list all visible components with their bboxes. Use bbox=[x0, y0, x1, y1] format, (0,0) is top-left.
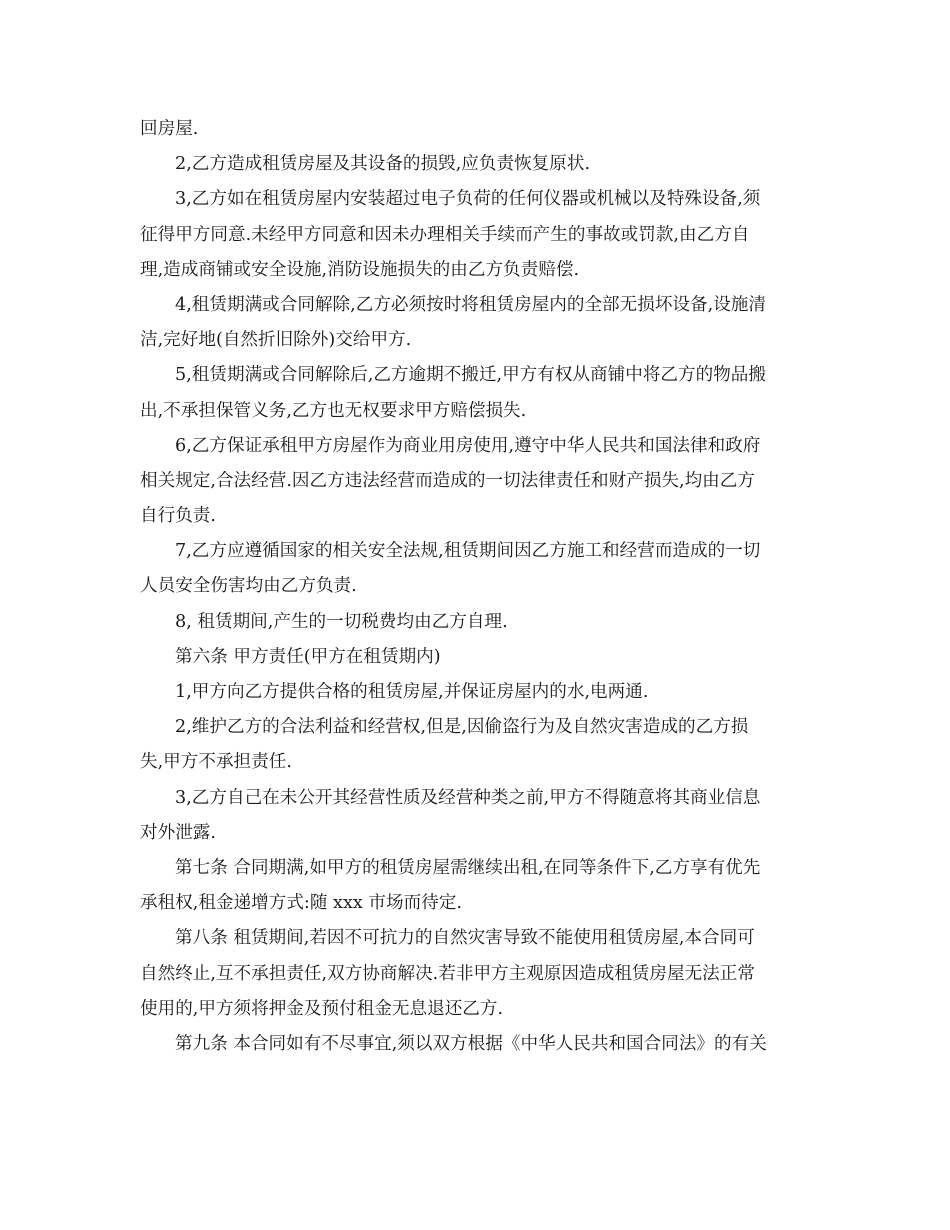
paragraph-a6-1 bbox=[140, 675, 805, 710]
paragraph-a6-3 bbox=[140, 781, 805, 851]
text-line: 1,甲方向乙方提供合格的租赁房屋,并保证房屋内的水,电两通. bbox=[175, 682, 649, 702]
text-line: 6,乙方保证承租甲方房屋作为商业用房使用,遵守中华人民共和国法律和政府 bbox=[175, 435, 761, 456]
text-line: 4,租赁期满或合同解除,乙方必须按时将租赁房屋内的全部无损坏设备,设施清 bbox=[175, 294, 766, 315]
text-line: 相关规定,合法经营.因乙方违法经营而造成的一切法律责任和财产损失,均由乙方 bbox=[140, 470, 755, 491]
paragraph-article-9 bbox=[140, 1027, 805, 1062]
text-line: 失,甲方不承担责任. bbox=[140, 752, 292, 773]
paragraph-p-continuation bbox=[140, 112, 805, 147]
text-line: 第八条 租赁期间,若因不可抗力的自然灾害导致不能使用租赁房屋,本合同可 bbox=[175, 928, 755, 949]
paragraph-p-4 bbox=[140, 288, 805, 358]
text-line: 2,乙方造成租赁房屋及其设备的损毁,应负责恢复原状. bbox=[175, 154, 591, 175]
text-line: 使用的,甲方须将押金及预付租金无息退还乙方. bbox=[140, 998, 504, 1019]
text-line: 承租权,租金递增方式:随 xxx 市场而待定. bbox=[140, 893, 462, 914]
text-line: 对外泄露. bbox=[140, 822, 216, 843]
text-line: 7,乙方应遵循国家的相关安全法规,租赁期间因乙方施工和经营而造成的一切 bbox=[175, 541, 761, 562]
paragraph-article-7 bbox=[140, 851, 805, 921]
text-line: 自行负责. bbox=[140, 506, 216, 527]
text-line: 3,乙方自己在未公开其经营性质及经营种类之前,甲方不得随意将其商业信息 bbox=[175, 787, 761, 808]
document-body bbox=[140, 112, 805, 1062]
text-line: 8, 租赁期间,产生的一切税费均由乙方自理. bbox=[175, 611, 508, 632]
paragraph-p-8 bbox=[140, 605, 805, 640]
text-line: 理,造成商铺或安全设施,消防设施损失的由乙方负责赔偿. bbox=[140, 259, 580, 280]
text-line: 第六条 甲方责任(甲方在租赁期内) bbox=[175, 646, 441, 667]
text-line: 5,租赁期满或合同解除后,乙方逾期不搬迁,甲方有权从商铺中将乙方的物品搬 bbox=[175, 365, 766, 386]
text-line: 回房屋. bbox=[140, 119, 199, 139]
paragraph-article-8 bbox=[140, 921, 805, 1027]
text-line: 自然终止,互不承担责任,双方协商解决.若非甲方主观原因造成租赁房屋无法正常 bbox=[140, 963, 755, 984]
text-line: 人员安全伤害均由乙方负责. bbox=[140, 576, 357, 597]
paragraph-a6-2 bbox=[140, 710, 805, 780]
paragraph-p-3 bbox=[140, 182, 805, 288]
text-line: 2,维护乙方的合法利益和经营权,但是,因偷盗行为及自然灾害造成的乙方损 bbox=[175, 717, 749, 738]
paragraph-p-7 bbox=[140, 534, 805, 604]
text-line: 洁,完好地(自然折旧除外)交给甲方. bbox=[140, 330, 412, 351]
text-line: 3,乙方如在租赁房屋内安装超过电子负荷的任何仪器或机械以及特殊设备,须 bbox=[175, 189, 761, 210]
paragraph-article-6-heading bbox=[140, 640, 805, 675]
paragraph-p-6 bbox=[140, 429, 805, 535]
text-line: 征得甲方同意.未经甲方同意和因未办理相关手续而产生的事故或罚款,由乙方自 bbox=[140, 224, 750, 245]
paragraph-p-5 bbox=[140, 358, 805, 428]
text-line: 第九条 本合同如有不尽事宜,须以双方根据《中华人民共和国合同法》的有关 bbox=[175, 1033, 767, 1054]
text-line: 出,不承担保管义务,乙方也无权要求甲方赔偿损失. bbox=[140, 400, 527, 421]
text-line: 第七条 合同期满,如甲方的租赁房屋需继续出租,在同等条件下,乙方享有优先 bbox=[175, 857, 761, 878]
paragraph-p-2 bbox=[140, 147, 805, 182]
